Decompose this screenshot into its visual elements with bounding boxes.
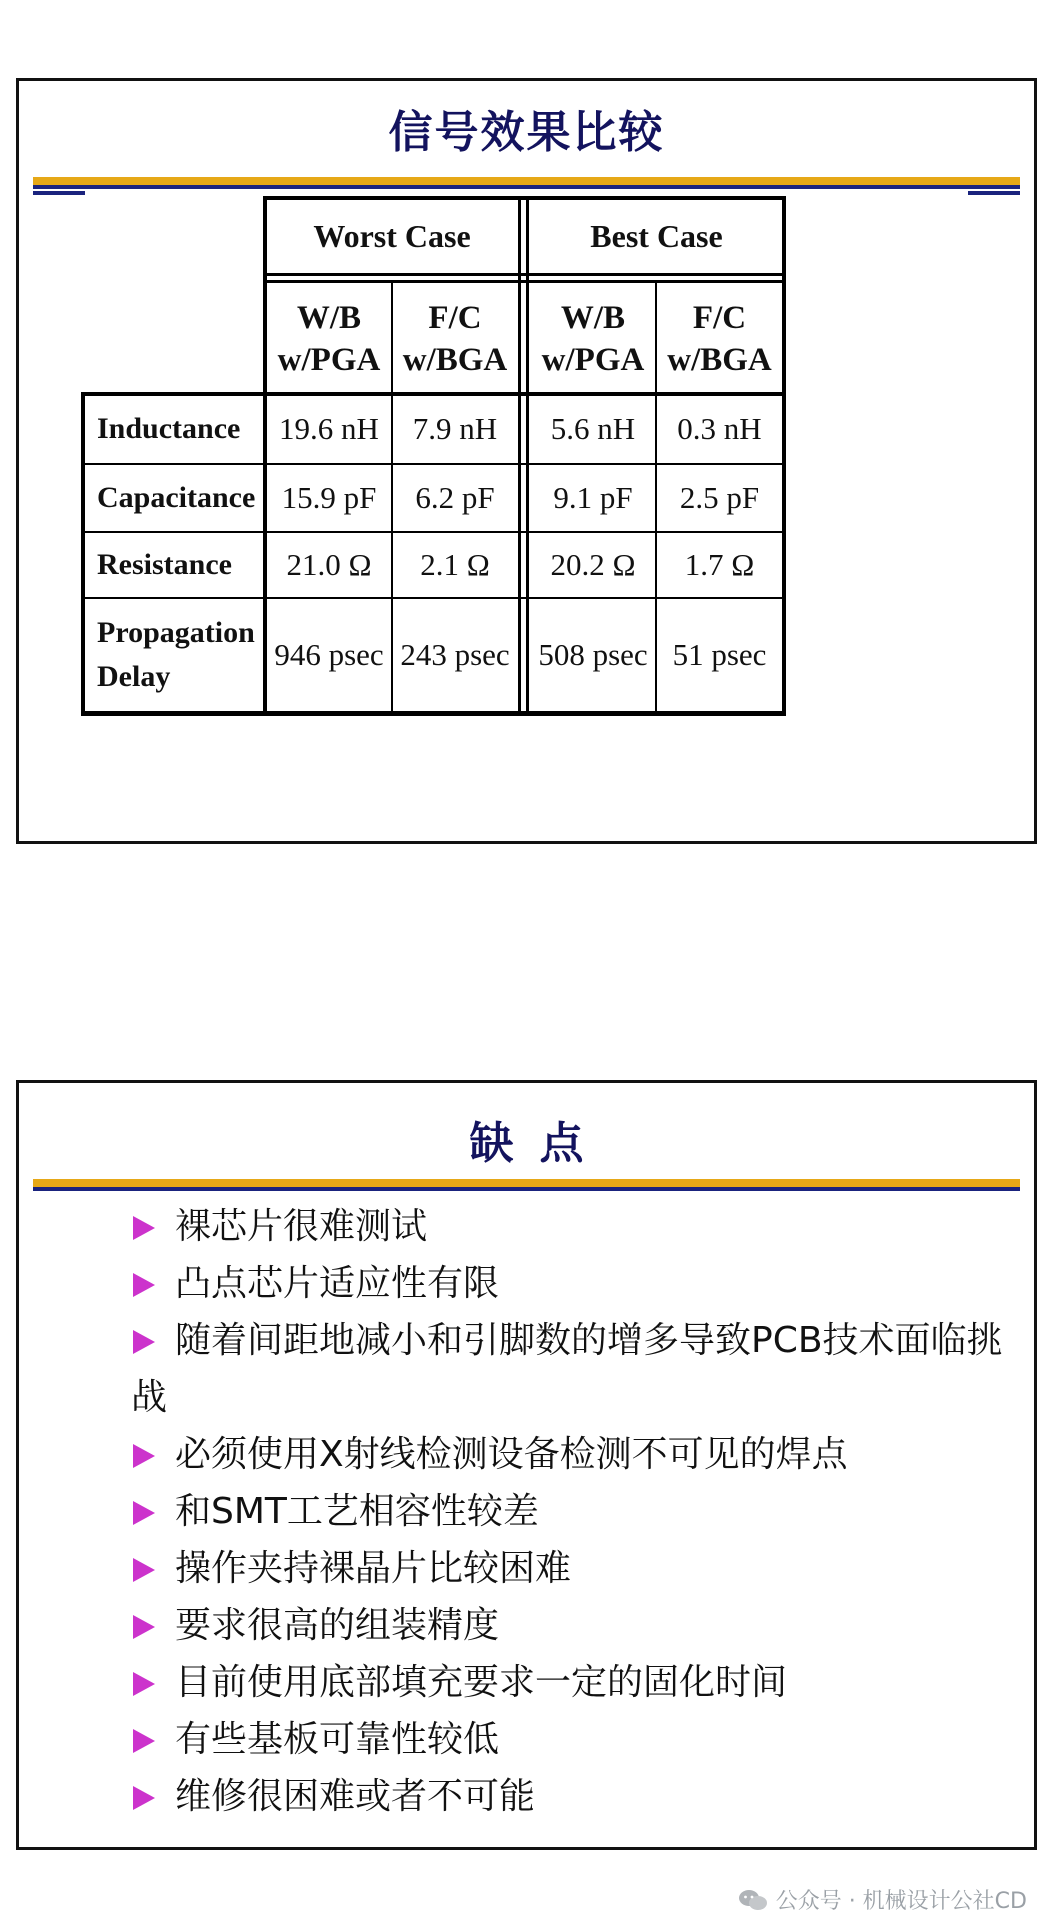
arrow-bullet-icon	[133, 1615, 155, 1639]
list-item: 目前使用底部填充要求一定的固化时间	[131, 1654, 1011, 1711]
arrow-bullet-icon	[133, 1330, 155, 1354]
table-cell: 19.6 nH	[279, 411, 379, 446]
grid-line	[518, 196, 521, 716]
row-label-inductance: Inductance	[97, 412, 241, 445]
comparison-table	[19, 81, 1034, 841]
table-cell: 946 psec	[274, 637, 384, 672]
list-item: 维修很困难或者不可能	[131, 1768, 1011, 1825]
list-item: 有些基板可靠性较低	[131, 1711, 1011, 1768]
table-cell: 21.0 Ω	[286, 547, 372, 582]
list-item: 必须使用X射线检测设备检测不可见的焊点	[131, 1426, 1011, 1483]
arrow-bullet-icon	[133, 1786, 155, 1810]
header-best-case: Best Case	[590, 218, 723, 254]
grid-line	[81, 597, 786, 599]
title-rule-gold	[33, 1179, 1020, 1187]
table-cell: 9.1 pF	[553, 480, 633, 515]
grid-line	[81, 531, 786, 533]
disadvantage-list	[131, 1198, 1011, 1825]
header-worst-case: Worst Case	[313, 218, 471, 254]
grid-line	[81, 463, 786, 465]
subheader-worst-fc-bga: F/C w/BGA	[402, 300, 508, 378]
grid-line	[81, 711, 786, 716]
table-cell: 0.3 nH	[677, 411, 762, 446]
watermark	[738, 1884, 1027, 1915]
grid-line	[263, 196, 267, 716]
list-item: 凸点芯片适应性有限	[131, 1255, 1011, 1312]
grid-line	[81, 392, 786, 396]
subheader-best-wb-pga: W/B w/PGA	[541, 300, 645, 378]
table-cell: 508 psec	[538, 637, 648, 672]
row-label-propagation-delay: Propagation Delay	[97, 616, 255, 693]
table-cell: 2.1 Ω	[420, 547, 490, 582]
list-item: 裸芯片很难测试	[131, 1198, 1011, 1255]
table-cell: 20.2 Ω	[550, 547, 636, 582]
table-cell: 5.6 nH	[550, 411, 636, 446]
arrow-bullet-icon	[133, 1273, 155, 1297]
title-rule-navy	[33, 1187, 1020, 1191]
slide-title: 缺点	[469, 1118, 610, 1169]
grid-line	[263, 196, 786, 200]
arrow-bullet-icon	[133, 1501, 155, 1525]
row-label-capacitance: Capacitance	[97, 481, 256, 514]
table-cell: 15.9 pF	[281, 480, 377, 515]
arrow-bullet-icon	[133, 1558, 155, 1582]
table-cell: 6.2 pF	[415, 480, 495, 515]
table-cell: 2.5 pF	[679, 480, 760, 515]
table-cell: 7.9 nH	[412, 411, 498, 446]
grid-line	[81, 392, 85, 716]
table-cell: 243 psec	[400, 637, 510, 672]
wechat-icon	[738, 1889, 768, 1911]
grid-line	[391, 280, 393, 716]
list-item: 要求很高的组装精度	[131, 1597, 1011, 1654]
table-cell: 51 psec	[672, 637, 767, 672]
arrow-bullet-icon	[133, 1216, 155, 1240]
grid-line	[782, 196, 786, 716]
grid-line	[263, 273, 786, 276]
watermark-text: 公众号 · 机械设计公社CD	[775, 1889, 1027, 1914]
list-item: 操作夹持裸晶片比较困难	[131, 1540, 1011, 1597]
list-item: 和SMT工艺相容性较差	[131, 1483, 1011, 1540]
arrow-bullet-icon	[133, 1672, 155, 1696]
arrow-bullet-icon	[133, 1444, 155, 1468]
row-label-resistance: Resistance	[97, 548, 232, 581]
list-item: 随着间距地减小和引脚数的增多导致PCB技术面临挑战	[131, 1320, 1003, 1418]
table-cell: 1.7 Ω	[684, 547, 755, 582]
subheader-best-fc-bga: F/C w/BGA	[667, 300, 772, 378]
slide-signal-comparison	[16, 78, 1037, 844]
slide-disadvantages	[16, 1080, 1037, 1850]
grid-line	[655, 280, 657, 716]
grid-line	[526, 196, 529, 716]
grid-line	[263, 280, 786, 283]
slide-title: 信号效果比较	[388, 107, 665, 158]
arrow-bullet-icon	[133, 1729, 155, 1753]
subheader-worst-wb-pga: W/B w/PGA	[277, 300, 381, 378]
